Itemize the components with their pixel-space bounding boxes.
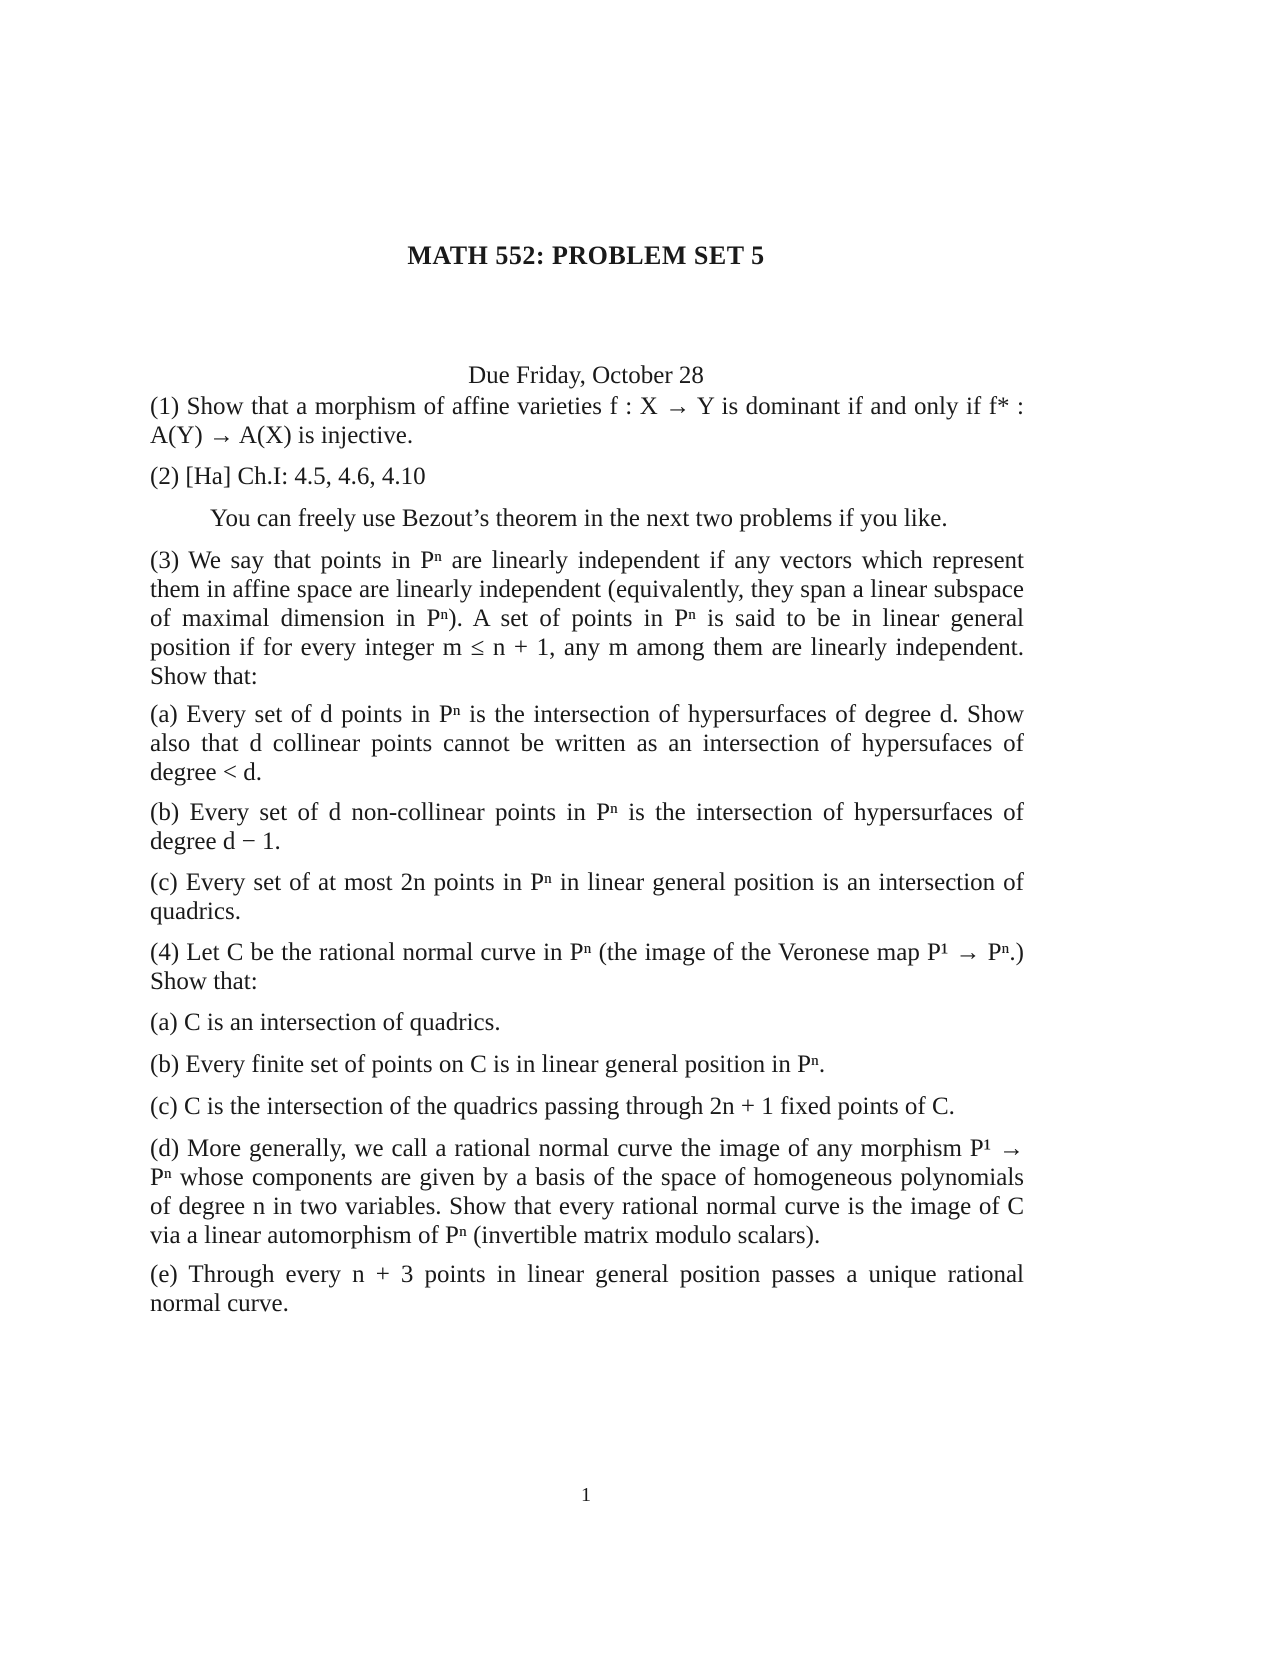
problem-4b: (b) Every finite set of points on C is in linear general position in Pⁿ.	[150, 1051, 826, 1078]
problem-3a: (a) Every set of d points in Pⁿ is the intersection of hypersurfaces of degree d. Show also that d collinear points cannot be written as an intersection of hypersufaces of degree < d.	[150, 701, 1024, 786]
problem-4c: (c) C is the intersection of the quadrics passing through 2n + 1 fixed points of C.	[150, 1093, 955, 1120]
problem-4a: (a) C is an intersection of quadrics.	[150, 1009, 501, 1036]
problem-4: (4) Let C be the rational normal curve in Pⁿ (the image of the Veronese map P¹ → Pⁿ.) Show that:	[150, 939, 1024, 995]
problem-1: (1) Show that a morphism of affine varieties f : X → Y is dominant if and only if f* : A(Y) → A(X) is injective.	[150, 393, 1024, 449]
page-title: MATH 552: PROBLEM SET 5	[407, 241, 765, 270]
problem-3: (3) We say that points in Pⁿ are linearly independent if any vectors which represent them in affine space are linearly independent (equivalently, they span a linear subspace of maximal dimension in Pⁿ). A set of points in Pⁿ is said to be in linear general position if for every integer m ≤ n + 1, any m among them are linearly independent. Show that:	[150, 547, 1024, 690]
bezout-note: You can freely use Bezout’s theorem in the next two problems if you like.	[210, 505, 948, 532]
due-date: Due Friday, October 28	[468, 362, 704, 389]
problem-3b: (b) Every set of d non-collinear points in Pⁿ is the intersection of hypersurfaces of degree d − 1.	[150, 799, 1024, 855]
problem-2: (2) [Ha] Ch.I: 4.5, 4.6, 4.10	[150, 463, 426, 490]
problem-4e: (e) Through every n + 3 points in linear general position passes a unique rational normal curve.	[150, 1261, 1024, 1317]
page-number: 1	[581, 1484, 591, 1506]
problem-3c: (c) Every set of at most 2n points in Pⁿ in linear general position is an intersection of quadrics.	[150, 869, 1024, 925]
problem-4d: (d) More generally, we call a rational normal curve the image of any morphism P¹ → Pⁿ whose components are given by a basis of the space of homogeneous polynomials of degree n in two variables. Show that every rational normal curve is the image of C via a linear automorphism of Pⁿ (invertible matrix modulo scalars).	[150, 1135, 1024, 1249]
